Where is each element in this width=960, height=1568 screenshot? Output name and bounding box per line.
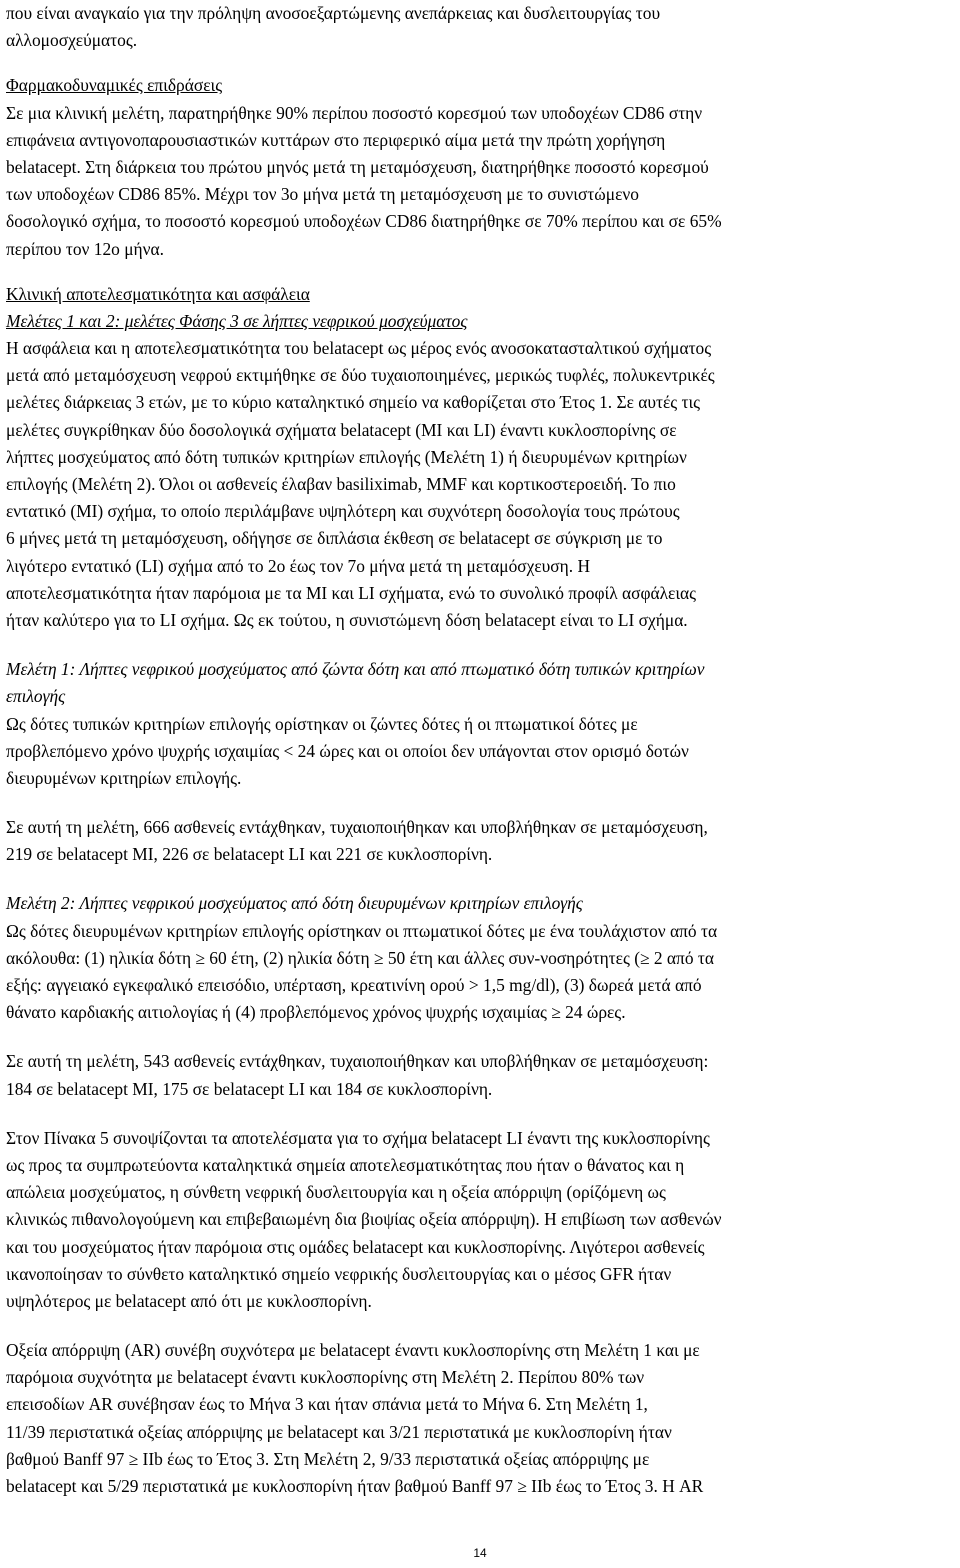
document-page [6, 0, 956, 1500]
text-line: περίπου τον 12ο μήνα. [6, 238, 164, 259]
table-5-summary-paragraph [6, 1125, 956, 1315]
text-line: επιλογής (Μελέτη 2). Όλοι οι ασθενείς έλαβαν basiliximab, MMF και κορτικοστεροειδή. Το πιο [6, 474, 676, 494]
text-line: 219 σε belatacept MI, 226 σε belatacept LI και 221 σε κυκλοσπορίνη. [6, 844, 493, 865]
text-line: ακόλουθα: (1) ηλικία δότη ≥ 60 έτη, (2) ηλικία δότη ≥ 50 έτη και άλλες συν-νοσηρότητες (≥ 2 από τα [6, 947, 714, 968]
text-line: 11/39 περιστατικά οξείας απόρριψης με belatacept και 3/21 περιστατικά με κυκλοσπορίνη ήταν [6, 1421, 672, 1442]
study-1-section [6, 656, 956, 868]
text-line: που είναι αναγκαίο για την πρόληψη ανοσοεξαρτώμενης ανεπάρκειας και δυσλειτουργίας του [6, 3, 661, 23]
text-line: ήταν καλύτερο για το LI σχήμα. Ως εκ τούτου, η συνιστώμενη δόση belatacept είναι το LI σχήμα. [6, 609, 688, 630]
text-line: belatacept και 5/29 περιστατικά με κυκλοσπορίνη ήταν βαθμού Banff 97 ≥ IIb έως το Έτος 3. Η AR [6, 1476, 704, 1496]
study-2-section [6, 890, 956, 1102]
text-line: 6 μήνες μετά τη μεταμόσχευση, οδήγησε σε διπλάσια έκθεση σε belatacept σε σύγκριση με το [6, 528, 663, 549]
text-line: επεισοδίων AR συνέβησαν έως το Μήνα 3 και ήταν σπάνια μετά το Μήνα 6. Στη Μελέτη 1, [6, 1394, 648, 1415]
text-line: λήπτες μοσχεύματος από δότη τυπικών κριτηρίων επιλογής (Μελέτη 1) ή διευρυμένων κριτηρίων [6, 446, 687, 467]
text-line: Η ασφάλεια και η αποτελεσματικότητα του belatacept ως μέρος ενός ανοσοκατασταλτικού σχήματος [6, 338, 712, 359]
text-line: λιγότερο εντατικό (LI) σχήμα από το 2ο έως τον 7ο μήνα μετά τη μεταμόσχευση. Η [6, 555, 591, 576]
text-line: απώλεια μοσχεύματος, η σύνθετη νεφρική δυσλειτουργία και η οξεία απόρριψη (ορίζόμενη ως [6, 1182, 666, 1203]
text-line: Σε αυτή τη μελέτη, 666 ασθενείς εντάχθηκαν, τυχαιοποιήθηκαν και υποβλήθηκαν σε μεταμόσχευση, [6, 817, 708, 838]
page-number: 14 [473, 1546, 487, 1560]
text-line: και του μοσχεύματος ήταν παρόμοια στις ομάδες belatacept και κυκλοσπορίνης. Λιγότεροι ασθενείς [6, 1236, 705, 1257]
study-2-heading: Μελέτη 2: Λήπτες νεφρικού μοσχεύματος από δότη διευρυμένων κριτηρίων επιλογής [6, 893, 583, 914]
efficacy-section [6, 281, 956, 634]
text-line: κλινικώς πιθανολογούμενη και επιβεβαιωμένη δια βιοψίας οξεία απόρριψη). Η επιβίωση των ασθενών [6, 1209, 722, 1230]
text-line: μελέτες διάρκειας 3 ετών, με το κύριο καταληκτικό σημείο να καθορίζεται στο Έτος 1. Σε αυτές τις [6, 392, 701, 413]
section-heading: Φαρμακοδυναμικές επιδράσεις [6, 75, 223, 96]
text-line: μετά από μεταμόσχευση νεφρού εκτιμήθηκε σε δύο τυχαιοποιημένες, μερικώς τυφλές, πολυκεντρικές [6, 365, 715, 386]
text-line: belatacept. Στη διάρκεια του πρώτου μηνός μετά τη μεταμόσχευση, διατηρήθηκε ποσοστό κορεσμού [6, 156, 709, 177]
subsection-heading: Μελέτες 1 και 2: μελέτες Φάσης 3 σε λήπτες νεφρικού μοσχεύματος [6, 310, 468, 331]
text-line: δοσολογικό σχήμα, το ποσοστό κορεσμού υποδοχέων CD86 διατηρήθηκε σε 70% περίπου και σε 65% [6, 211, 722, 232]
text-line: των υποδοχέων CD86 85%. Μέχρι τον 3ο μήνα μετά τη μεταμόσχευση με το συνιστώμενο [6, 184, 639, 205]
text-line: μελέτες συγκρίθηκαν δύο δοσολογικά σχήματα belatacept (MI και LI) έναντι κυκλοσπορίνης σε [6, 419, 677, 440]
text-line: Σε μια κλινική μελέτη, παρατηρήθηκε 90% περίπου ποσοστό κορεσμού των υποδοχέων CD86 στην [6, 102, 703, 123]
text-line: εξής: αγγειακό εγκεφαλικό επεισόδιο, υπέρταση, κρεατινίνη ορού > 1,5 mg/dl), (3) δωρεά μετά από [6, 975, 702, 995]
text-line: αποτελεσματικότητα ήταν παρόμοια με τα MI και LI σχήματα, ενώ το συνολικό προφίλ ασφάλειας [6, 582, 697, 603]
study-1-heading: Μελέτη 1: Λήπτες νεφρικού μοσχεύματος από ζώντα δότη και από πτωματικό δότη τυπικών κριτηρίων [6, 659, 705, 680]
text-line: Στον Πίνακα 5 συνοψίζονται τα αποτελέσματα για το σχήμα belatacept LI έναντι της κυκλοσπορίνης [6, 1127, 710, 1148]
continuation-paragraph [6, 0, 956, 54]
text-line: Ως δότες τυπικών κριτηρίων επιλογής ορίστηκαν οι ζώντες δότες ή οι πτωματικοί δότες με [6, 713, 638, 734]
text-line: διευρυμένων κριτηρίων επιλογής. [6, 767, 242, 788]
text-line: υψηλότερος με belatacept από ότι με κυκλοσπορίνη. [6, 1290, 372, 1311]
text-line: προβλεπόμενο χρόνο ψυχρής ισχαιμίας < 24 ώρες και οι οποίοι δεν υπάγονται στον ορισμό δοτών [6, 740, 689, 761]
text-line: βαθμού Banff 97 ≥ IIb έως το Έτος 3. Στη Μελέτη 2, 9/33 περιστατικά οξείας απόρριψης με [6, 1448, 650, 1469]
section-heading: Κλινική αποτελεσματικότητα και ασφάλεια [6, 283, 310, 304]
text-line: αλλομοσχεύματος. [6, 30, 138, 51]
text-line: εντατικό (MI) σχήμα, το οποίο περιλάμβανε υψηλότερη και συχνότερη δοσολογία τους πρώτους [6, 501, 680, 522]
pharmacodynamics-section [6, 72, 956, 262]
text-line: Σε αυτή τη μελέτη, 543 ασθενείς εντάχθηκαν, τυχαιοποιήθηκαν και υποβλήθηκαν σε μεταμόσχευση: [6, 1051, 709, 1072]
text-line: ικανοποίησαν το σύνθετο καταληκτικό σημείο νεφρικής δυσλειτουργίας και ο μέσος GFR ήταν [6, 1263, 672, 1284]
text-line: επιφάνεια αντιγονοπαρουσιαστικών κυττάρων στο περιφερικό αίμα μετά την πρώτη χορήγηση [6, 129, 666, 150]
acute-rejection-paragraph [6, 1337, 956, 1500]
study-1-heading: επιλογής [6, 686, 66, 707]
text-line: ως προς τα συμπρωτεύοντα καταληκτικά σημεία αποτελεσματικότητας που ήταν ο θάνατος και η [6, 1154, 685, 1175]
text-line: Οξεία απόρριψη (AR) συνέβη συχνότερα με belatacept έναντι κυκλοσπορίνης στη Μελέτη 1 και με [6, 1340, 700, 1361]
text-line: θάνατο καρδιακής αιτιολογίας ή (4) προβλεπόμενος χρόνος ψυχρής ισχαιμίας ≥ 24 ώρες. [6, 1002, 626, 1023]
text-line: 184 σε belatacept MI, 175 σε belatacept LI και 184 σε κυκλοσπορίνη. [6, 1078, 493, 1099]
text-line: παρόμοια συχνότητα με belatacept έναντι κυκλοσπορίνης στη Μελέτη 2. Περίπου 80% των [6, 1367, 645, 1388]
text-line: Ως δότες διευρυμένων κριτηρίων επιλογής ορίστηκαν οι πτωματικοί δότες με ένα τουλάχιστον από τα [6, 920, 718, 941]
